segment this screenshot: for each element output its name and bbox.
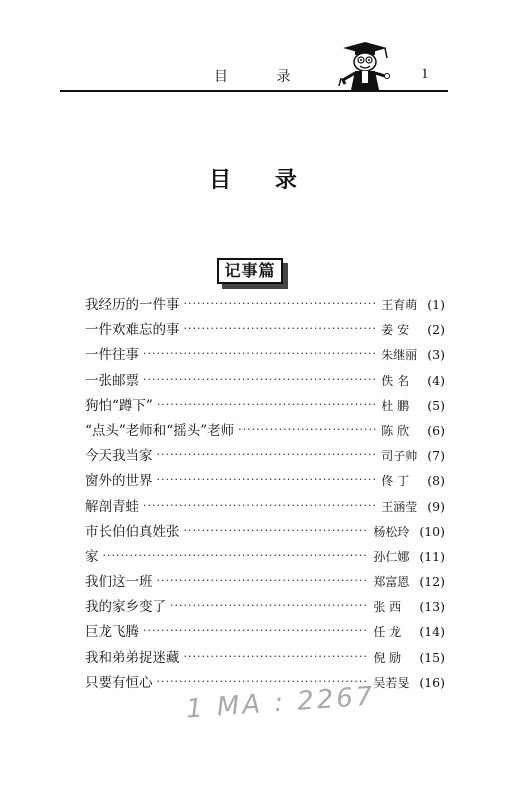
leader-dots <box>184 524 370 537</box>
header-rule <box>60 90 448 92</box>
toc-entry[interactable] <box>85 343 445 368</box>
toc-entry[interactable] <box>85 520 445 545</box>
table-of-contents <box>85 293 445 696</box>
toc-entry[interactable] <box>85 545 445 570</box>
running-title: 目 录 <box>214 69 313 85</box>
leader-dots <box>157 574 370 587</box>
toc-page: (8) <box>427 473 445 489</box>
toc-entry[interactable] <box>85 495 445 520</box>
toc-author: 任 龙 <box>373 625 402 640</box>
leader-dots <box>170 599 369 612</box>
toc-title: 我们这一班 <box>85 574 153 591</box>
toc-page: (7) <box>427 448 445 464</box>
leader-dots <box>184 322 378 335</box>
toc-author: 吴若旻 <box>373 675 410 690</box>
leader-dots <box>184 297 378 310</box>
toc-title: 市长伯伯真姓张 <box>85 523 180 540</box>
toc-author: 王育萌 <box>381 298 418 312</box>
toc-author: 姜 安 <box>381 323 410 338</box>
toc-title: 巨龙飞腾 <box>85 624 139 641</box>
graduation-cap-mascot-icon <box>335 40 393 92</box>
toc-title: 今天我当家 <box>85 448 153 465</box>
page-title: 目 录 <box>209 168 315 193</box>
leader-dots <box>143 373 377 386</box>
leader-dots <box>157 448 378 461</box>
toc-author: 陈 欣 <box>381 423 410 438</box>
leader-dots <box>103 549 370 562</box>
toc-title: 窗外的世界 <box>85 473 153 490</box>
running-header <box>0 0 506 100</box>
toc-author: 杜 鹏 <box>381 398 410 413</box>
leader-dots <box>157 473 378 486</box>
leader-dots <box>143 624 369 637</box>
toc-title: 我经历的一件事 <box>85 297 180 313</box>
toc-entry[interactable] <box>85 620 445 645</box>
toc-page: (12) <box>419 574 445 590</box>
toc-entry[interactable] <box>85 469 445 494</box>
toc-author: 王涵莹 <box>381 499 418 514</box>
toc-page: (10) <box>419 523 445 539</box>
handwritten-note: 1 MA : 2267 <box>185 681 377 725</box>
toc-entry[interactable] <box>85 369 445 394</box>
toc-page: (2) <box>427 322 445 338</box>
toc-author: 张 西 <box>373 600 402 615</box>
toc-entry[interactable] <box>85 293 445 318</box>
toc-page: (6) <box>427 422 445 438</box>
toc-title: 一张邮票 <box>85 372 139 389</box>
toc-title: 狗怕“蹲下” <box>85 397 153 414</box>
toc-entry[interactable] <box>85 419 445 444</box>
toc-author: 郑富恩 <box>373 575 410 590</box>
toc-entry[interactable] <box>85 595 445 620</box>
toc-author: 佚 名 <box>381 373 410 388</box>
toc-author: 朱继丽 <box>381 348 418 363</box>
leader-dots <box>184 650 370 663</box>
toc-page: (4) <box>427 372 445 388</box>
toc-page: (1) <box>427 297 445 312</box>
toc-entry[interactable] <box>85 318 445 343</box>
toc-page: (11) <box>419 548 445 564</box>
toc-page: (16) <box>419 674 445 690</box>
toc-page: (13) <box>419 599 445 615</box>
leader-dots <box>143 499 377 512</box>
toc-page: (9) <box>427 498 445 514</box>
toc-author: 司子帅 <box>381 449 418 464</box>
toc-title: 我和弟弟捉迷藏 <box>85 649 180 666</box>
toc-author: 佟 丁 <box>381 474 410 489</box>
toc-page: (5) <box>427 397 445 413</box>
section-heading: 记事篇 <box>224 261 276 280</box>
toc-title: 一件欢难忘的事 <box>85 322 180 339</box>
toc-page: (14) <box>419 624 445 640</box>
toc-title: “点头”老师和“摇头”老师 <box>85 422 235 439</box>
toc-author: 杨松玲 <box>373 524 410 539</box>
leader-dots <box>143 347 377 360</box>
leader-dots <box>157 398 377 411</box>
toc-entry[interactable] <box>85 570 445 595</box>
toc-page: (15) <box>419 649 445 665</box>
page-number: 1 <box>421 66 429 82</box>
toc-title: 我的家乡变了 <box>85 599 166 616</box>
leader-dots <box>238 423 377 436</box>
toc-title: 一件往事 <box>85 347 139 364</box>
toc-title: 只要有恒心 <box>85 674 153 691</box>
toc-entry[interactable] <box>85 444 445 469</box>
section-heading-box <box>217 258 283 284</box>
toc-entry[interactable] <box>85 646 445 671</box>
toc-author: 孙仁娜 <box>373 549 410 564</box>
toc-title: 家 <box>85 548 99 565</box>
toc-page: (3) <box>427 347 445 363</box>
toc-title: 解剖青蛙 <box>85 498 139 515</box>
toc-author: 倪 励 <box>373 650 402 665</box>
toc-entry[interactable] <box>85 394 445 419</box>
